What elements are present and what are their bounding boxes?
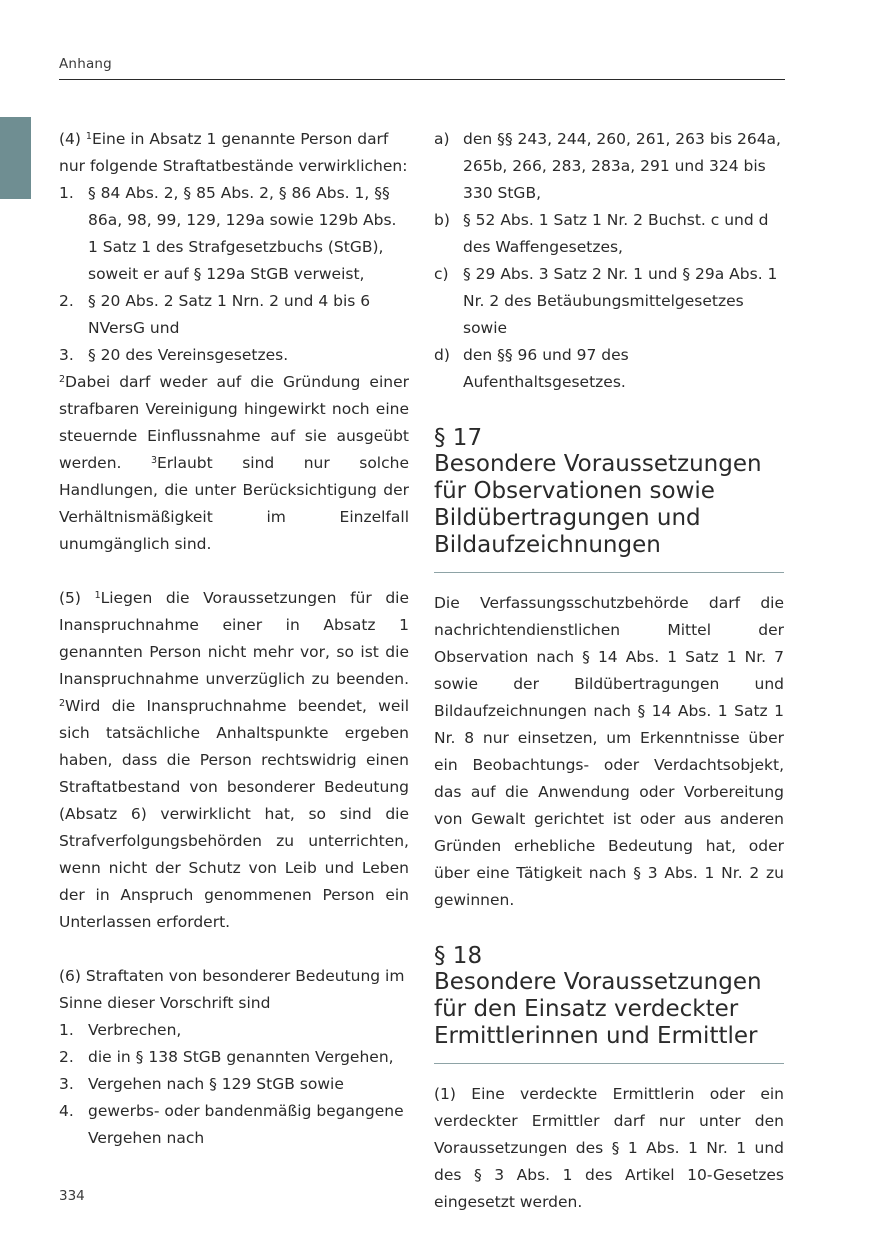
list-item: 3. Vergehen nach § 129 StGB sowie: [59, 1075, 344, 1093]
sentence-number: 1: [85, 131, 92, 142]
sentence-number: 2: [59, 698, 66, 709]
section-18-rule: [434, 1063, 784, 1064]
list-item: 4. gewerbs- oder bandenmäßig begangene Vergehen nach: [59, 1102, 404, 1147]
list-item: 2. § 20 Abs. 2 Satz 1 Nrn. 2 und 4 bis 6 NVersG und: [59, 292, 371, 337]
list-item: d) den §§ 96 und 97 des Aufenthaltsgesetzes.: [434, 346, 629, 391]
paragraph-4-continuation: $^2$Dabei darf weder auf die Gründung einer strafbaren Vereinigung hingewirkt noch eine steuernde Einflussnahme auf sie ausgeübt werden. $^3$Erlaubt sind nur solche Handlungen, die unter Berücksichtigung der Verhältnismäßigkeit im Einzelfall unumgänglich sind.: [59, 373, 409, 553]
paragraph-text: Eine in Absatz 1 genannte Person darf nur folgende Straftatbestände verwirklichen:: [59, 130, 408, 175]
list-item: 1. § 84 Abs. 2, § 85 Abs. 2, § 86 Abs. 1, §§ 86a, 98, 99, 129, 129a sowie 129b Abs. 1 Satz 1 des Strafgesetzbuchs (StGB), soweit er auf § 129a StGB verweist,: [59, 184, 397, 283]
list-item: b) § 52 Abs. 1 Satz 1 Nr. 2 Buchst. c und d des Waffengesetzes,: [434, 211, 769, 256]
section-18-body: (1) Eine verdeckte Ermittlerin oder ein verdeckter Ermittler darf nur unter den Voraussetzungen des § 1 Abs. 1 Nr. 1 und des § 3 Abs. 1 des Artikel 10-Gesetzes eingesetzt werden.: [434, 1085, 784, 1211]
running-head: Anhang: [59, 56, 112, 72]
list-item: 2. die in § 138 StGB genannten Vergehen,: [59, 1048, 394, 1066]
paragraph-number: (5): [59, 589, 95, 607]
sentence-number: 3: [150, 455, 157, 466]
left-column: [59, 126, 409, 1152]
section-17-title: Besondere Voraussetzungen für Observationen sowie Bildübertragungen und Bildaufzeichnungen: [434, 451, 762, 558]
header-rule: [59, 79, 785, 80]
paragraph-4-intro: [59, 126, 409, 180]
section-18-title: Besondere Voraussetzungen für den Einsatz verdeckter Ermittlerinnen und Ermittler: [434, 969, 762, 1049]
page-number: 334: [59, 1188, 85, 1204]
sentence-number: 2: [59, 374, 66, 385]
section-17-body: Die Verfassungsschutzbehörde darf die nachrichtendienstlichen Mittel der Observation nach § 14 Abs. 1 Satz 1 Nr. 7 sowie der Bildübertragungen und Bildaufzeichnungen nach § 14 Abs. 1 Satz 1 Nr. 8 nur einsetzen, um Erkenntnisse über ein Beobachtungs- oder Verdachtsobjekt, das auf die Anwendung oder Vorbereitung von Gewalt gerichtet ist oder aus anderen Gründen erhebliche Bedeutung hat, oder über eine Tätigkeit nach § 3 Abs. 1 Nr. 2 zu gewinnen.: [434, 594, 784, 909]
list-item: 3. § 20 des Vereinsgesetzes.: [59, 346, 289, 364]
sentence-number: 1: [94, 590, 101, 601]
paragraph-6-intro: (6) Straftaten von besonderer Bedeutung im Sinne dieser Vorschrift sind: [59, 967, 405, 1012]
list-item: 1. Verbrechen,: [59, 1021, 182, 1039]
right-column: [434, 126, 784, 1216]
section-17-number: § 17: [434, 425, 483, 451]
section-17-rule: [434, 572, 784, 573]
chapter-tab-marker: [0, 117, 31, 199]
paragraph-number: (4): [59, 130, 86, 148]
list-item: a) den §§ 243, 244, 260, 261, 263 bis 264a, 265b, 266, 283, 283a, 291 und 324 bis 330 StGB,: [434, 130, 781, 202]
list-item: c) § 29 Abs. 3 Satz 2 Nr. 1 und § 29a Abs. 1 Nr. 2 des Betäubungsmittelgesetzes sowie: [434, 265, 778, 337]
section-18-number: § 18: [434, 943, 483, 969]
paragraph-5: (5) $^1$Liegen die Voraussetzungen für die Inanspruchnahme einer in Absatz 1 genannten Person nicht mehr vor, so ist die Inanspruchnahme unverzüglich zu beenden. $^2$Wird die Inanspruchnahme beendet, weil sich tatsächliche Anhaltspunkte ergeben haben, dass die Person rechtswidrig einen Straftatbestand von besonderer Bedeutung (Absatz 6) verwirklicht hat, so sind die Strafverfolgungsbehörden zu unterrichten, wenn nicht der Schutz von Leib und Leben der in Anspruch genommenen Person ein Unterlassen erfordert.: [59, 589, 409, 931]
